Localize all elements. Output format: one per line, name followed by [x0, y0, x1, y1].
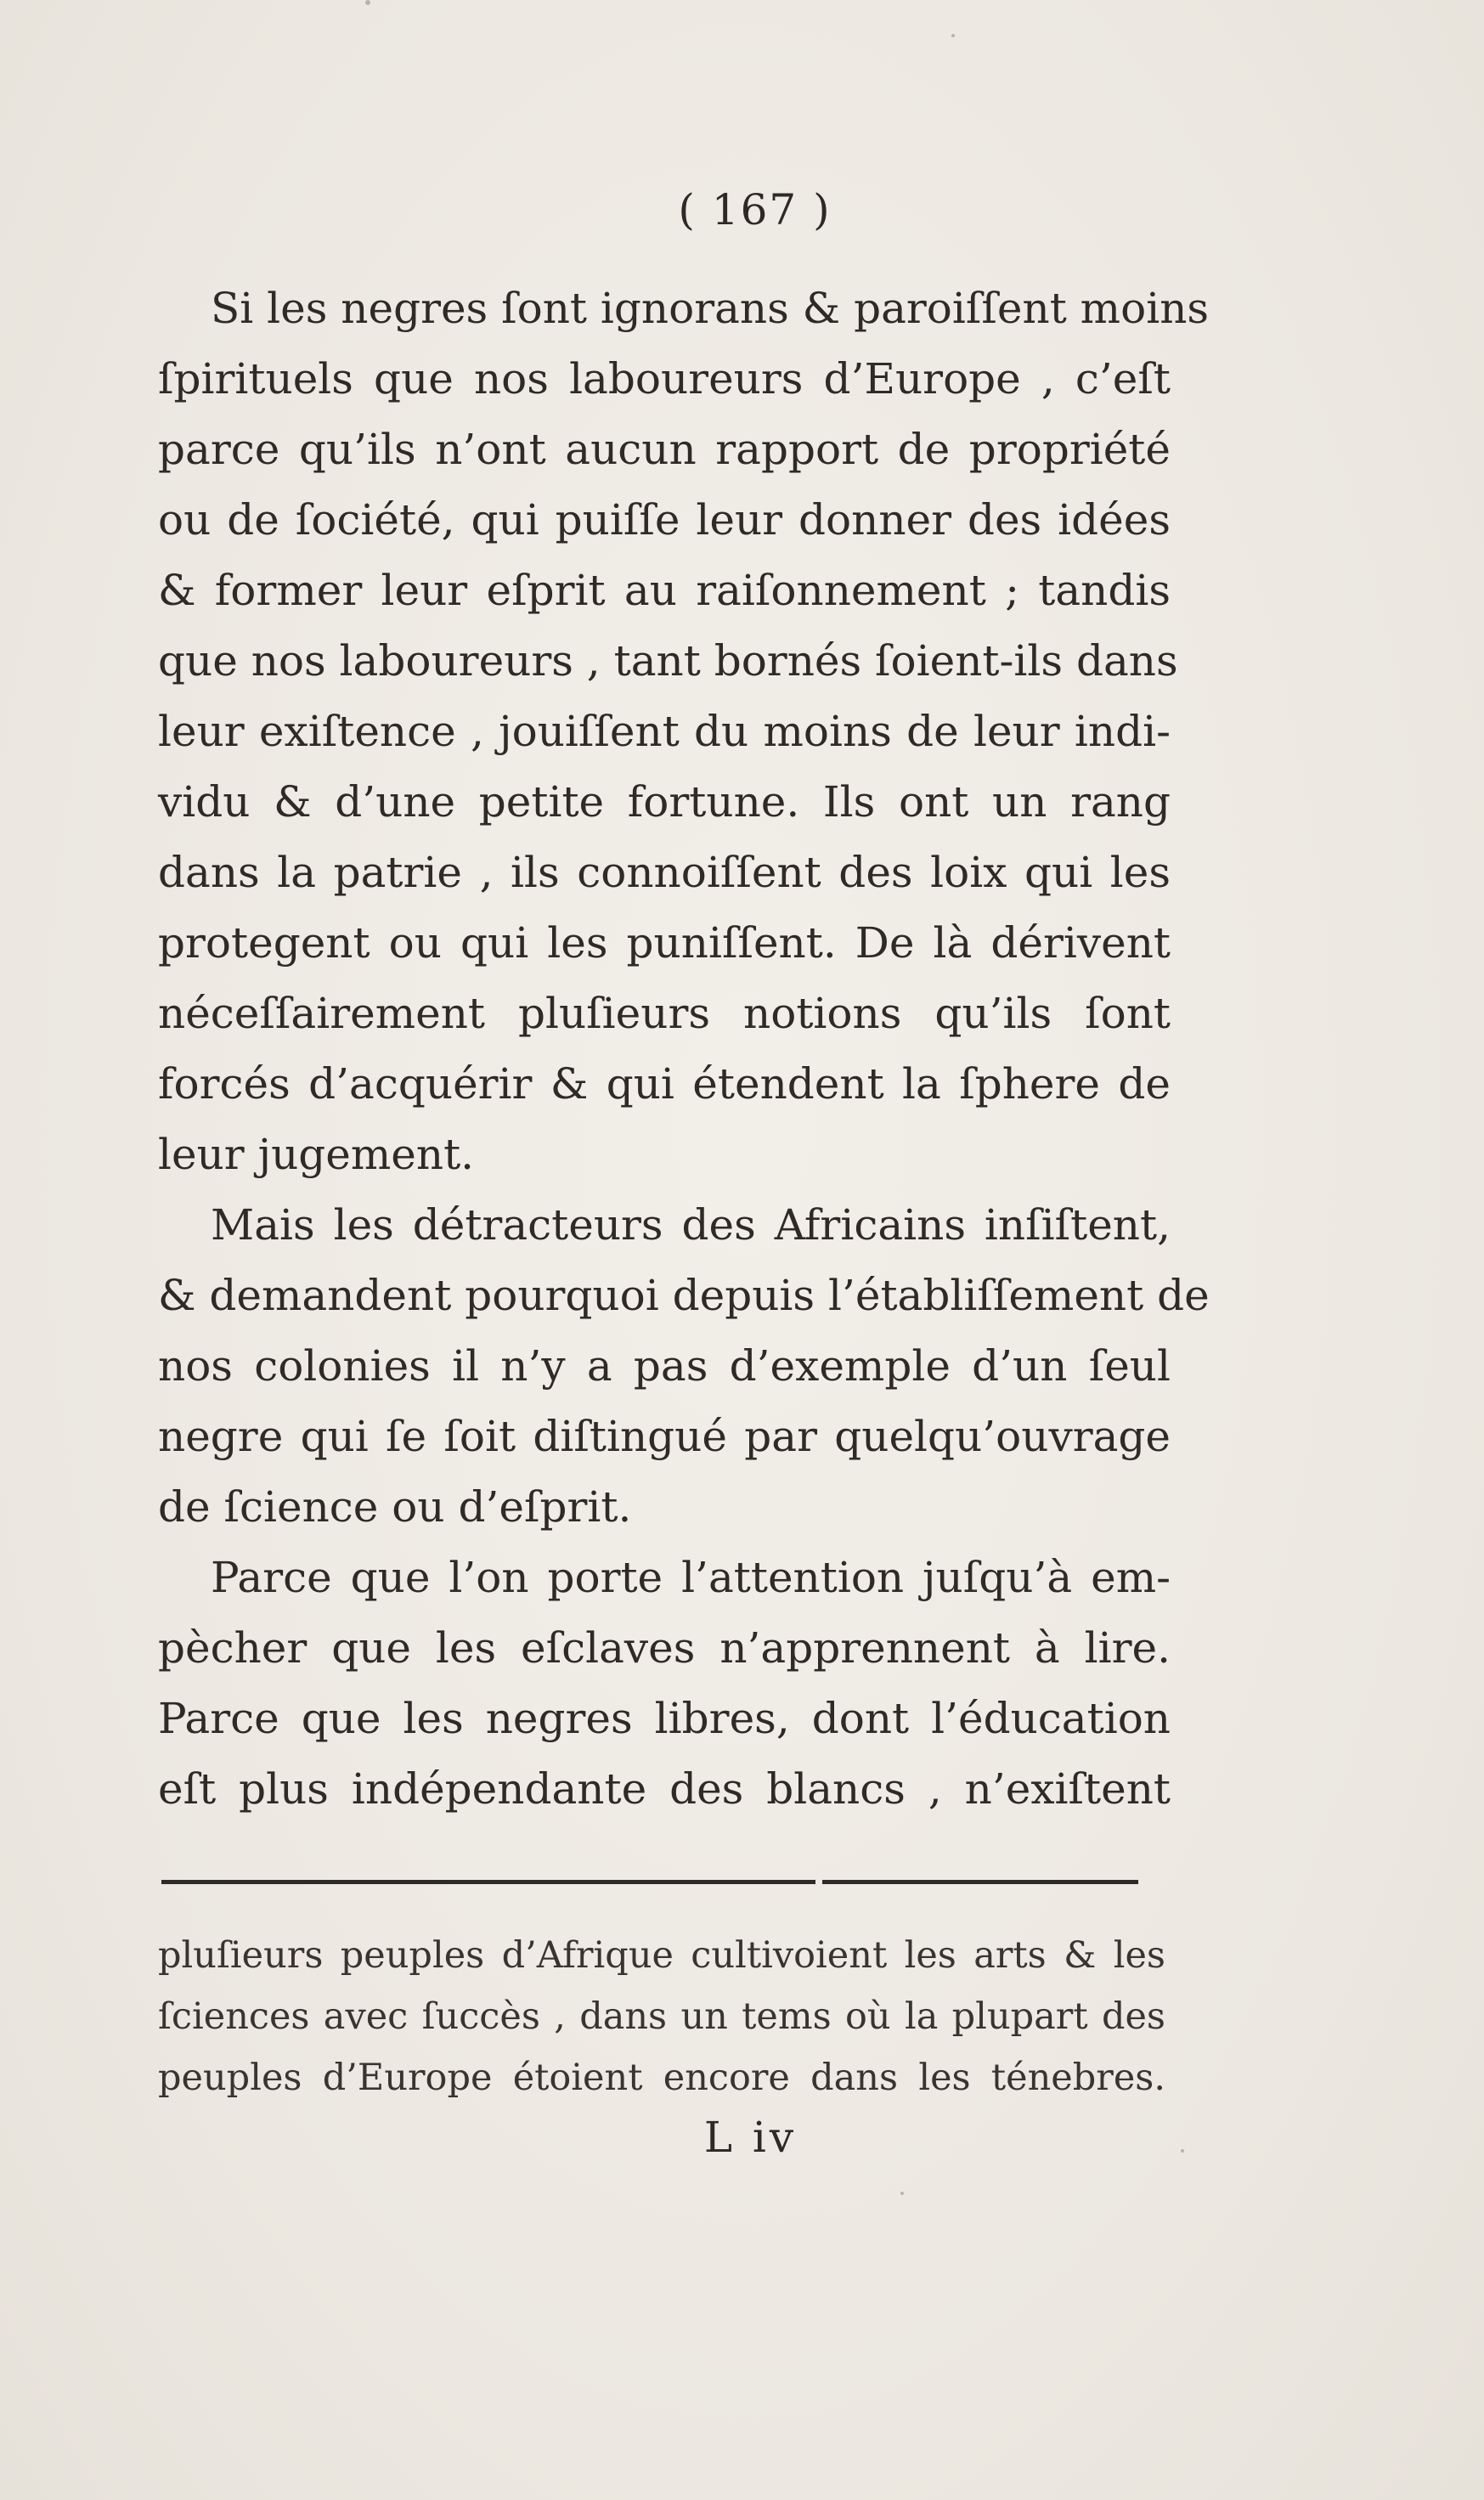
text-line: ſpirituels que nos laboureurs d’Europe , c’eſt — [158, 354, 1171, 403]
text-line: pècher que les eſclaves n’apprennent à lire. — [158, 1623, 1171, 1673]
footnote-divider — [161, 1880, 1138, 1884]
text-line: néceſſairement pluſieurs notions qu’ils ſont — [158, 989, 1171, 1038]
text-line: & demandent pourquoi depuis l’établiſſement de — [158, 1271, 1210, 1320]
text-line: dans la patrie , ils connoiſſent des loix qui les — [158, 848, 1171, 897]
text-line: vidu & d’une petite fortune. Ils ont un rang — [158, 777, 1171, 827]
text-line: leur exiſtence , jouiſſent du moins de leur indi- — [158, 707, 1171, 756]
main-text-block — [158, 274, 1210, 1825]
text-line: Parce que les negres libres, dont l’éducation — [158, 1694, 1171, 1743]
text-line: nos colonies il n’y a pas d’exemple d’un ſeul — [158, 1341, 1171, 1391]
text-line: leur jugement. — [158, 1130, 475, 1179]
paper-speck — [1181, 2149, 1184, 2153]
signature-mark: L iv — [703, 2113, 798, 2162]
paper-speck — [365, 0, 370, 5]
text-line: Mais les détracteurs des Africains inſiſtent, — [211, 1200, 1171, 1250]
text-line: que nos laboureurs , tant bornés ſoient-ils dans — [158, 636, 1178, 686]
text-line: parce qu’ils n’ont aucun rapport de propriété — [158, 425, 1171, 474]
footnote-block — [158, 1925, 1165, 2108]
text-line: eſt plus indépendante des blancs , n’exiſtent — [158, 1764, 1171, 1814]
paper-speck — [900, 2192, 904, 2195]
text-line: Si les negres ſont ignorans & paroiſſent moins — [211, 284, 1210, 333]
text-line: & former leur eſprit au raiſonnement ; tandis — [158, 566, 1171, 615]
text-line: ou de ſociété, qui puiſſe leur donner des idées — [158, 495, 1171, 545]
divider-segment — [822, 1880, 1138, 1884]
paper-speck — [951, 34, 955, 37]
footnote-line: ſciences avec ſuccès , dans un tems où la plupart des — [158, 1995, 1165, 2038]
footnote-line: peuples d’Europe étoient encore dans les ténebres. — [158, 2057, 1165, 2099]
text-line: protegent ou qui les puniſſent. De là dérivent — [158, 918, 1171, 968]
page-number: ( 167 ) — [678, 185, 832, 234]
text-line: Parce que l’on porte l’attention juſqu’à em- — [211, 1553, 1171, 1602]
text-line: negre qui ſe ſoit diſtingué par quelqu’ouvrage — [158, 1412, 1171, 1461]
divider-segment — [161, 1880, 815, 1884]
footnote-line: pluſieurs peuples d’Afrique cultivoient les arts & les — [158, 1934, 1165, 1977]
text-line: de ſcience ou d’eſprit. — [158, 1482, 632, 1532]
text-line: forcés d’acquérir & qui étendent la ſphere de — [158, 1059, 1171, 1109]
